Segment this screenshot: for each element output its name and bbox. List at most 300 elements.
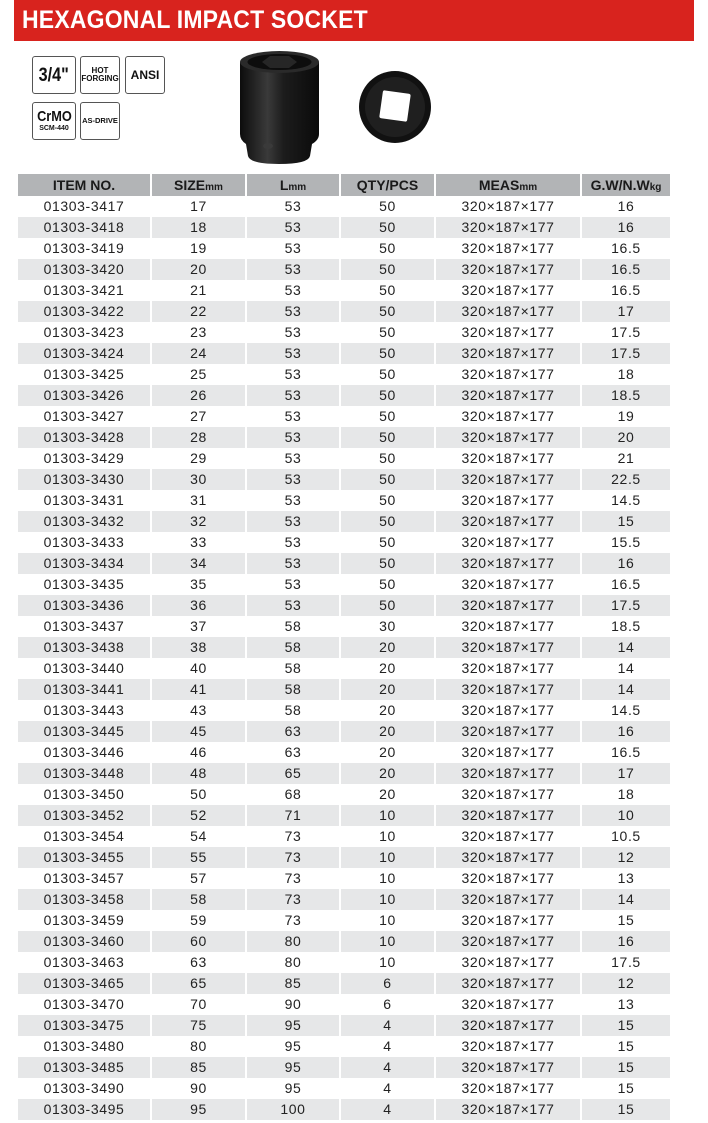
table-cell: 01303-3480 bbox=[18, 1036, 151, 1057]
table-cell: 320×187×177 bbox=[435, 616, 581, 637]
table-cell: 20 bbox=[151, 259, 246, 280]
table-cell: 01303-3422 bbox=[18, 301, 151, 322]
table-cell: 4 bbox=[340, 1078, 435, 1099]
socket-side-icon bbox=[232, 48, 327, 166]
table-cell: 01303-3430 bbox=[18, 469, 151, 490]
table-cell: 320×187×177 bbox=[435, 490, 581, 511]
table-cell: 26 bbox=[151, 385, 246, 406]
table-cell: 53 bbox=[246, 238, 340, 259]
table-row bbox=[18, 994, 670, 1015]
spec-table bbox=[18, 174, 670, 1120]
table-cell: 320×187×177 bbox=[435, 553, 581, 574]
ansi-badge bbox=[125, 56, 165, 94]
column-header-label: L bbox=[279, 177, 289, 193]
table-cell: 01303-3475 bbox=[18, 1015, 151, 1036]
table-cell: 50 bbox=[340, 238, 435, 259]
table-cell: 21 bbox=[151, 280, 246, 301]
table-cell: 01303-3459 bbox=[18, 910, 151, 931]
table-cell: 33 bbox=[151, 532, 246, 553]
table-cell: 320×187×177 bbox=[435, 595, 581, 616]
table-cell: 53 bbox=[246, 553, 340, 574]
table-cell: 90 bbox=[151, 1078, 246, 1099]
table-row bbox=[18, 532, 670, 553]
table-cell: 10 bbox=[340, 931, 435, 952]
table-row bbox=[18, 784, 670, 805]
table-row bbox=[18, 805, 670, 826]
table-cell: 16 bbox=[581, 553, 670, 574]
table-cell: 15 bbox=[581, 1078, 670, 1099]
table-cell: 53 bbox=[246, 448, 340, 469]
table-cell: 01303-3450 bbox=[18, 784, 151, 805]
table-row bbox=[18, 637, 670, 658]
drive-size-label: 3/4" bbox=[38, 64, 70, 86]
table-cell: 73 bbox=[246, 889, 340, 910]
table-cell: 01303-3448 bbox=[18, 763, 151, 784]
table-body bbox=[18, 196, 670, 1120]
table-cell: 50 bbox=[340, 301, 435, 322]
table-cell: 17.5 bbox=[581, 952, 670, 973]
table-cell: 52 bbox=[151, 805, 246, 826]
table-cell: 31 bbox=[151, 490, 246, 511]
table-row bbox=[18, 553, 670, 574]
table-cell: 28 bbox=[151, 427, 246, 448]
table-cell: 65 bbox=[246, 763, 340, 784]
table-cell: 30 bbox=[340, 616, 435, 637]
table-row bbox=[18, 385, 670, 406]
table-cell: 320×187×177 bbox=[435, 1078, 581, 1099]
table-cell: 01303-3420 bbox=[18, 259, 151, 280]
table-cell: 17 bbox=[151, 196, 246, 217]
table-cell: 14 bbox=[581, 889, 670, 910]
table-cell: 320×187×177 bbox=[435, 217, 581, 238]
table-cell: 95 bbox=[246, 1078, 340, 1099]
table-cell: 14.5 bbox=[581, 700, 670, 721]
material-badge bbox=[32, 102, 76, 140]
table-cell: 16 bbox=[581, 196, 670, 217]
table-cell: 12 bbox=[581, 973, 670, 994]
table-cell: 01303-3426 bbox=[18, 385, 151, 406]
table-cell: 46 bbox=[151, 742, 246, 763]
table-cell: 320×187×177 bbox=[435, 385, 581, 406]
table-cell: 25 bbox=[151, 364, 246, 385]
table-row bbox=[18, 1057, 670, 1078]
table-cell: 320×187×177 bbox=[435, 931, 581, 952]
table-cell: 320×187×177 bbox=[435, 427, 581, 448]
table-cell: 53 bbox=[246, 385, 340, 406]
table-cell: 320×187×177 bbox=[435, 805, 581, 826]
table-cell: 53 bbox=[246, 301, 340, 322]
table-cell: 50 bbox=[151, 784, 246, 805]
table-cell: 80 bbox=[246, 952, 340, 973]
table-cell: 38 bbox=[151, 637, 246, 658]
ansi-label: ANSI bbox=[130, 68, 160, 82]
table-cell: 53 bbox=[246, 259, 340, 280]
table-cell: 320×187×177 bbox=[435, 511, 581, 532]
table-cell: 18 bbox=[151, 217, 246, 238]
socket-front-icon bbox=[357, 70, 433, 144]
table-cell: 320×187×177 bbox=[435, 406, 581, 427]
table-cell: 58 bbox=[246, 658, 340, 679]
table-row bbox=[18, 238, 670, 259]
table-cell: 50 bbox=[340, 280, 435, 301]
table-cell: 01303-3432 bbox=[18, 511, 151, 532]
table-row bbox=[18, 721, 670, 742]
column-header-label: SIZE bbox=[174, 177, 206, 193]
table-row bbox=[18, 301, 670, 322]
table-cell: 22.5 bbox=[581, 469, 670, 490]
table-cell: 17.5 bbox=[581, 322, 670, 343]
table-row bbox=[18, 973, 670, 994]
table-cell: 22 bbox=[151, 301, 246, 322]
table-cell: 85 bbox=[151, 1057, 246, 1078]
table-cell: 320×187×177 bbox=[435, 973, 581, 994]
table-cell: 320×187×177 bbox=[435, 847, 581, 868]
table-cell: 01303-3470 bbox=[18, 994, 151, 1015]
table-cell: 320×187×177 bbox=[435, 196, 581, 217]
table-cell: 58 bbox=[246, 637, 340, 658]
table-cell: 320×187×177 bbox=[435, 238, 581, 259]
table-cell: 16 bbox=[581, 931, 670, 952]
table-cell: 10 bbox=[340, 847, 435, 868]
table-cell: 320×187×177 bbox=[435, 532, 581, 553]
column-header-unit: kg bbox=[649, 182, 662, 193]
table-cell: 320×187×177 bbox=[435, 826, 581, 847]
table-cell: 01303-3421 bbox=[18, 280, 151, 301]
table-cell: 01303-3446 bbox=[18, 742, 151, 763]
column-header bbox=[151, 174, 246, 196]
table-row bbox=[18, 1078, 670, 1099]
table-cell: 30 bbox=[151, 469, 246, 490]
table-cell: 20 bbox=[340, 637, 435, 658]
table-cell: 50 bbox=[340, 448, 435, 469]
table-cell: 320×187×177 bbox=[435, 889, 581, 910]
table-cell: 320×187×177 bbox=[435, 259, 581, 280]
table-cell: 50 bbox=[340, 490, 435, 511]
table-cell: 4 bbox=[340, 1036, 435, 1057]
table-cell: 80 bbox=[246, 931, 340, 952]
table-cell: 50 bbox=[340, 322, 435, 343]
table-cell: 16.5 bbox=[581, 742, 670, 763]
table-cell: 10 bbox=[340, 952, 435, 973]
table-row bbox=[18, 574, 670, 595]
table-cell: 53 bbox=[246, 343, 340, 364]
table-row bbox=[18, 343, 670, 364]
table-row bbox=[18, 742, 670, 763]
table-cell: 68 bbox=[246, 784, 340, 805]
table-cell: 59 bbox=[151, 910, 246, 931]
table-cell: 01303-3423 bbox=[18, 322, 151, 343]
table-cell: 20 bbox=[340, 721, 435, 742]
table-cell: 20 bbox=[340, 679, 435, 700]
table-row bbox=[18, 406, 670, 427]
table-cell: 320×187×177 bbox=[435, 364, 581, 385]
table-cell: 16 bbox=[581, 217, 670, 238]
table-cell: 50 bbox=[340, 259, 435, 280]
table-cell: 15.5 bbox=[581, 532, 670, 553]
table-cell: 53 bbox=[246, 364, 340, 385]
table-cell: 41 bbox=[151, 679, 246, 700]
table-cell: 95 bbox=[151, 1099, 246, 1120]
table-row bbox=[18, 1036, 670, 1057]
table-cell: 70 bbox=[151, 994, 246, 1015]
table-cell: 01303-3440 bbox=[18, 658, 151, 679]
table-cell: 71 bbox=[246, 805, 340, 826]
table-cell: 10 bbox=[340, 826, 435, 847]
column-header bbox=[435, 174, 581, 196]
column-header-label: QTY/PCS bbox=[356, 177, 419, 193]
table-cell: 12 bbox=[581, 847, 670, 868]
table-cell: 01303-3490 bbox=[18, 1078, 151, 1099]
table-cell: 34 bbox=[151, 553, 246, 574]
table-cell: 10 bbox=[340, 868, 435, 889]
table-cell: 320×187×177 bbox=[435, 280, 581, 301]
table-cell: 320×187×177 bbox=[435, 301, 581, 322]
table-cell: 320×187×177 bbox=[435, 469, 581, 490]
table-row bbox=[18, 679, 670, 700]
table-cell: 01303-3454 bbox=[18, 826, 151, 847]
table-cell: 20 bbox=[581, 427, 670, 448]
table-cell: 50 bbox=[340, 343, 435, 364]
table-cell: 50 bbox=[340, 574, 435, 595]
table-cell: 15 bbox=[581, 511, 670, 532]
table-cell: 15 bbox=[581, 910, 670, 931]
drive-size-badge bbox=[32, 56, 76, 94]
table-cell: 21 bbox=[581, 448, 670, 469]
table-cell: 23 bbox=[151, 322, 246, 343]
table-cell: 37 bbox=[151, 616, 246, 637]
table-cell: 54 bbox=[151, 826, 246, 847]
table-cell: 43 bbox=[151, 700, 246, 721]
table-cell: 50 bbox=[340, 385, 435, 406]
table-cell: 53 bbox=[246, 322, 340, 343]
table-header-row bbox=[18, 174, 670, 196]
table-cell: 18.5 bbox=[581, 616, 670, 637]
table-cell: 10 bbox=[340, 805, 435, 826]
table-row bbox=[18, 217, 670, 238]
table-cell: 01303-3452 bbox=[18, 805, 151, 826]
table-cell: 53 bbox=[246, 574, 340, 595]
table-cell: 13 bbox=[581, 994, 670, 1015]
table-cell: 13 bbox=[581, 868, 670, 889]
table-row bbox=[18, 322, 670, 343]
table-cell: 320×187×177 bbox=[435, 1057, 581, 1078]
table-cell: 53 bbox=[246, 280, 340, 301]
table-cell: 60 bbox=[151, 931, 246, 952]
table-cell: 20 bbox=[340, 658, 435, 679]
table-cell: 73 bbox=[246, 847, 340, 868]
table-cell: 35 bbox=[151, 574, 246, 595]
table-cell: 40 bbox=[151, 658, 246, 679]
table-cell: 65 bbox=[151, 973, 246, 994]
table-cell: 320×187×177 bbox=[435, 994, 581, 1015]
table-row bbox=[18, 616, 670, 637]
table-cell: 50 bbox=[340, 532, 435, 553]
table-cell: 01303-3419 bbox=[18, 238, 151, 259]
column-header bbox=[581, 174, 670, 196]
table-cell: 16.5 bbox=[581, 280, 670, 301]
table-cell: 32 bbox=[151, 511, 246, 532]
table-cell: 01303-3429 bbox=[18, 448, 151, 469]
table-row bbox=[18, 511, 670, 532]
table-cell: 01303-3431 bbox=[18, 490, 151, 511]
table-cell: 10.5 bbox=[581, 826, 670, 847]
table-cell: 320×187×177 bbox=[435, 700, 581, 721]
table-cell: 17.5 bbox=[581, 595, 670, 616]
material-grade-label: SCM-440 bbox=[39, 125, 69, 133]
column-header-unit: mm bbox=[288, 182, 307, 193]
table-cell: 10 bbox=[340, 889, 435, 910]
table-row bbox=[18, 763, 670, 784]
table-cell: 01303-3460 bbox=[18, 931, 151, 952]
table-cell: 50 bbox=[340, 427, 435, 448]
table-cell: 01303-3427 bbox=[18, 406, 151, 427]
column-header bbox=[246, 174, 340, 196]
table-row bbox=[18, 826, 670, 847]
table-cell: 20 bbox=[340, 784, 435, 805]
table-row bbox=[18, 658, 670, 679]
table-cell: 100 bbox=[246, 1099, 340, 1120]
table-row bbox=[18, 1015, 670, 1036]
table-cell: 320×187×177 bbox=[435, 574, 581, 595]
table-cell: 6 bbox=[340, 994, 435, 1015]
table-cell: 320×187×177 bbox=[435, 679, 581, 700]
table-cell: 16.5 bbox=[581, 259, 670, 280]
table-cell: 17.5 bbox=[581, 343, 670, 364]
table-cell: 320×187×177 bbox=[435, 868, 581, 889]
table-cell: 58 bbox=[246, 700, 340, 721]
table-cell: 63 bbox=[246, 742, 340, 763]
table-cell: 53 bbox=[246, 196, 340, 217]
table-row bbox=[18, 952, 670, 973]
table-cell: 58 bbox=[246, 616, 340, 637]
table-cell: 15 bbox=[581, 1036, 670, 1057]
table-cell: 50 bbox=[340, 406, 435, 427]
table-cell: 17 bbox=[581, 301, 670, 322]
table-cell: 18 bbox=[581, 364, 670, 385]
column-header bbox=[340, 174, 435, 196]
table-cell: 14 bbox=[581, 637, 670, 658]
table-row bbox=[18, 196, 670, 217]
table-cell: 16.5 bbox=[581, 574, 670, 595]
table-cell: 19 bbox=[151, 238, 246, 259]
table-cell: 01303-3435 bbox=[18, 574, 151, 595]
table-cell: 14 bbox=[581, 658, 670, 679]
as-drive-label: AS-DRIVE bbox=[82, 116, 118, 126]
table-row bbox=[18, 490, 670, 511]
table-cell: 15 bbox=[581, 1057, 670, 1078]
table-cell: 14.5 bbox=[581, 490, 670, 511]
table-cell: 320×187×177 bbox=[435, 721, 581, 742]
table-cell: 01303-3495 bbox=[18, 1099, 151, 1120]
table-row bbox=[18, 847, 670, 868]
table-cell: 4 bbox=[340, 1015, 435, 1036]
column-header-unit: mm bbox=[205, 182, 223, 193]
table-cell: 01303-3417 bbox=[18, 196, 151, 217]
column-header-label: MEAS bbox=[478, 177, 520, 193]
table-row bbox=[18, 889, 670, 910]
column-header-unit: mm bbox=[519, 182, 538, 193]
table-row bbox=[18, 931, 670, 952]
table-cell: 320×187×177 bbox=[435, 1099, 581, 1120]
table-cell: 01303-3434 bbox=[18, 553, 151, 574]
table-cell: 50 bbox=[340, 595, 435, 616]
table-cell: 53 bbox=[246, 490, 340, 511]
table-row bbox=[18, 910, 670, 931]
table-cell: 01303-3437 bbox=[18, 616, 151, 637]
table-cell: 320×187×177 bbox=[435, 784, 581, 805]
table-cell: 01303-3457 bbox=[18, 868, 151, 889]
table-cell: 320×187×177 bbox=[435, 448, 581, 469]
title-bar bbox=[14, 0, 694, 41]
table-cell: 01303-3436 bbox=[18, 595, 151, 616]
table-cell: 53 bbox=[246, 217, 340, 238]
table-cell: 320×187×177 bbox=[435, 322, 581, 343]
table-cell: 80 bbox=[151, 1036, 246, 1057]
table-cell: 01303-3443 bbox=[18, 700, 151, 721]
table-cell: 10 bbox=[340, 910, 435, 931]
table-cell: 29 bbox=[151, 448, 246, 469]
table-cell: 01303-3463 bbox=[18, 952, 151, 973]
table-cell: 53 bbox=[246, 469, 340, 490]
table-cell: 63 bbox=[151, 952, 246, 973]
hot-forging-badge bbox=[80, 56, 120, 94]
table-row bbox=[18, 595, 670, 616]
table-cell: 01303-3445 bbox=[18, 721, 151, 742]
table-cell: 320×187×177 bbox=[435, 1036, 581, 1057]
table-cell: 20 bbox=[340, 763, 435, 784]
material-label: CrMO bbox=[36, 108, 72, 126]
table-cell: 73 bbox=[246, 868, 340, 889]
table-row bbox=[18, 1099, 670, 1120]
table-cell: 17 bbox=[581, 763, 670, 784]
hot-forging-line1: HOT bbox=[91, 65, 109, 75]
page-title: HEXAGONAL IMPACT SOCKET bbox=[22, 6, 368, 34]
hot-forging-line2: FORGING bbox=[81, 74, 119, 83]
table-cell: 320×187×177 bbox=[435, 952, 581, 973]
table-cell: 01303-3418 bbox=[18, 217, 151, 238]
table-row bbox=[18, 364, 670, 385]
table-cell: 01303-3425 bbox=[18, 364, 151, 385]
table-cell: 10 bbox=[581, 805, 670, 826]
table-cell: 320×187×177 bbox=[435, 343, 581, 364]
table-cell: 20 bbox=[340, 700, 435, 721]
table-cell: 18.5 bbox=[581, 385, 670, 406]
table-row bbox=[18, 259, 670, 280]
table-cell: 01303-3441 bbox=[18, 679, 151, 700]
table-cell: 73 bbox=[246, 826, 340, 847]
table-cell: 50 bbox=[340, 553, 435, 574]
table-cell: 320×187×177 bbox=[435, 637, 581, 658]
table-cell: 53 bbox=[246, 511, 340, 532]
table-cell: 320×187×177 bbox=[435, 763, 581, 784]
table-cell: 36 bbox=[151, 595, 246, 616]
table-cell: 4 bbox=[340, 1057, 435, 1078]
table-row bbox=[18, 427, 670, 448]
table-row bbox=[18, 700, 670, 721]
table-cell: 50 bbox=[340, 469, 435, 490]
table-cell: 63 bbox=[246, 721, 340, 742]
column-header bbox=[18, 174, 151, 196]
table-cell: 01303-3438 bbox=[18, 637, 151, 658]
table-cell: 14 bbox=[581, 679, 670, 700]
table-cell: 75 bbox=[151, 1015, 246, 1036]
table-cell: 01303-3465 bbox=[18, 973, 151, 994]
column-header-label: ITEM NO. bbox=[52, 177, 116, 193]
table-cell: 15 bbox=[581, 1099, 670, 1120]
table-cell: 16.5 bbox=[581, 238, 670, 259]
table-row bbox=[18, 448, 670, 469]
table-cell: 53 bbox=[246, 406, 340, 427]
